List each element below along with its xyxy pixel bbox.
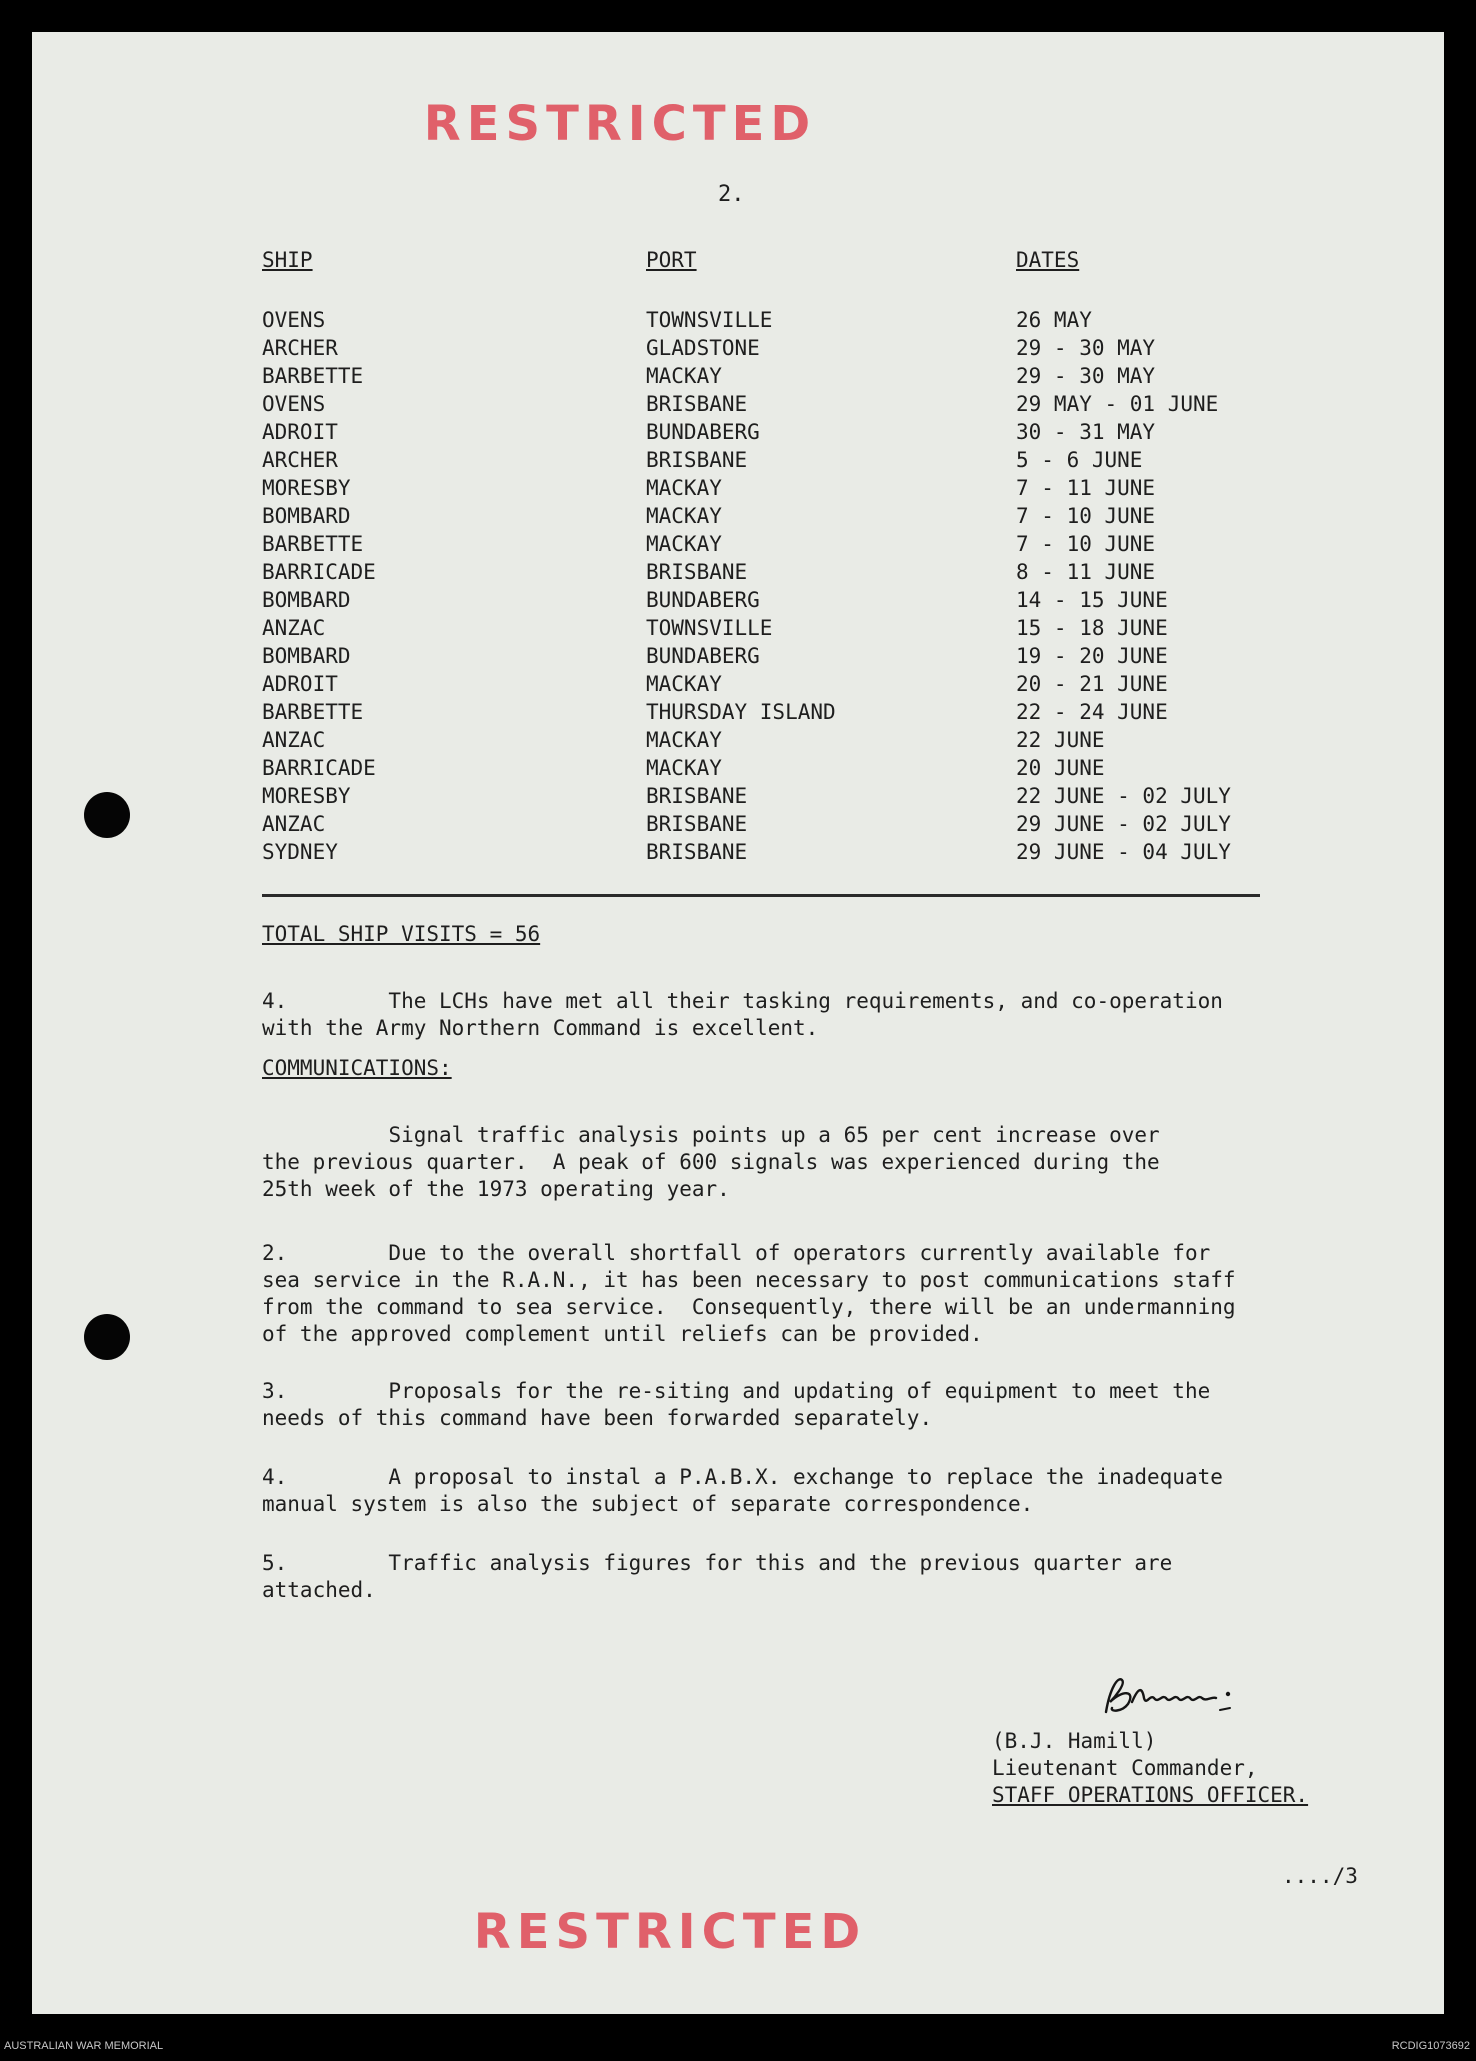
ship-cell: BOMBARD bbox=[262, 588, 351, 612]
ship-cell: MORESBY bbox=[262, 784, 351, 808]
dates-cell: 20 JUNE bbox=[1016, 756, 1105, 780]
table-header-port: PORT bbox=[646, 248, 697, 272]
table-row bbox=[32, 784, 1444, 812]
table-row bbox=[32, 700, 1444, 728]
dates-cell: 29 - 30 MAY bbox=[1016, 364, 1156, 388]
ship-cell: BARBETTE bbox=[262, 700, 364, 724]
port-cell: BRISBANE bbox=[646, 448, 748, 472]
dates-cell: 22 JUNE - 02 JULY bbox=[1016, 784, 1231, 808]
dates-cell: 22 JUNE bbox=[1016, 728, 1105, 752]
ship-cell: OVENS bbox=[262, 308, 326, 332]
table-row bbox=[32, 672, 1444, 700]
port-cell: BUNDABERG bbox=[646, 644, 760, 668]
table-header-ship: SHIP bbox=[262, 248, 313, 272]
dates-cell: 20 - 21 JUNE bbox=[1016, 672, 1168, 696]
dates-cell: 7 - 11 JUNE bbox=[1016, 476, 1156, 500]
port-cell: BRISBANE bbox=[646, 840, 748, 864]
ship-cell: ANZAC bbox=[262, 616, 326, 640]
dates-cell: 15 - 18 JUNE bbox=[1016, 616, 1168, 640]
port-cell: MACKAY bbox=[646, 672, 722, 696]
port-cell: MACKAY bbox=[646, 756, 722, 780]
table-row bbox=[32, 756, 1444, 784]
dates-cell: 29 JUNE - 04 JULY bbox=[1016, 840, 1231, 864]
table-row bbox=[32, 532, 1444, 560]
ship-visits-table bbox=[32, 308, 1444, 868]
ship-cell: BARRICADE bbox=[262, 560, 376, 584]
restricted-stamp-bottom: RESTRICTED bbox=[473, 1904, 867, 1960]
table-header-dates: DATES bbox=[1016, 248, 1080, 272]
port-cell: THURSDAY ISLAND bbox=[646, 700, 836, 724]
dates-cell: 8 - 11 JUNE bbox=[1016, 560, 1156, 584]
footer-archive-label: AUSTRALIAN WAR MEMORIAL bbox=[4, 2040, 164, 2052]
ship-cell: BARBETTE bbox=[262, 364, 364, 388]
paragraph-lch: 4. The LCHs have met all their tasking requirements, and co-operation with the Army Northern Command is excellent. bbox=[262, 989, 1223, 1040]
page-number: 2. bbox=[718, 182, 745, 207]
ship-cell: ANZAC bbox=[262, 812, 326, 836]
ship-cell: ADROIT bbox=[262, 420, 338, 444]
signatory-name: (B.J. Hamill) bbox=[992, 1729, 1157, 1753]
ship-cell: SYDNEY bbox=[262, 840, 338, 864]
port-cell: MACKAY bbox=[646, 532, 722, 556]
communications-paragraph-3: 3. Proposals for the re-siting and updating of equipment to meet the needs of this command have been forwarded separately. bbox=[262, 1379, 1211, 1430]
table-row bbox=[32, 588, 1444, 616]
ship-cell: ADROIT bbox=[262, 672, 338, 696]
table-row bbox=[32, 644, 1444, 672]
dates-cell: 22 - 24 JUNE bbox=[1016, 700, 1168, 724]
port-cell: BRISBANE bbox=[646, 812, 748, 836]
table-row bbox=[32, 448, 1444, 476]
port-cell: BRISBANE bbox=[646, 392, 748, 416]
port-cell: TOWNSVILLE bbox=[646, 308, 773, 332]
ship-cell: BOMBARD bbox=[262, 644, 351, 668]
ship-cell: BOMBARD bbox=[262, 504, 351, 528]
ship-cell: ARCHER bbox=[262, 448, 338, 472]
dates-cell: 29 MAY - 01 JUNE bbox=[1016, 392, 1219, 416]
continuation-mark: ..../3 bbox=[1282, 1864, 1358, 1888]
communications-paragraph-2: 2. Due to the overall shortfall of operators currently available for sea service in the R.A.N., it has been necessary to post communications staff from the command to sea service. Consequently, there will be an undermanning of the approved complement until reliefs can be provided. bbox=[262, 1241, 1236, 1346]
table-row bbox=[32, 560, 1444, 588]
port-cell: MACKAY bbox=[646, 728, 722, 752]
table-row bbox=[32, 476, 1444, 504]
dates-cell: 29 JUNE - 02 JULY bbox=[1016, 812, 1231, 836]
ship-cell: BARBETTE bbox=[262, 532, 364, 556]
dates-cell: 7 - 10 JUNE bbox=[1016, 532, 1156, 556]
table-row bbox=[32, 616, 1444, 644]
communications-paragraph-5: 5. Traffic analysis figures for this and the previous quarter are attached. bbox=[262, 1551, 1173, 1602]
port-cell: MACKAY bbox=[646, 476, 722, 500]
handwritten-signature bbox=[1092, 1668, 1252, 1728]
dates-cell: 19 - 20 JUNE bbox=[1016, 644, 1168, 668]
port-cell: BUNDABERG bbox=[646, 420, 760, 444]
signature-block bbox=[992, 1728, 1308, 1809]
communications-paragraph-1: Signal traffic analysis points up a 65 per cent increase over the previous quarter. A peak of 600 signals was experienced during the 25th week of the 1973 operating year. bbox=[262, 1123, 1160, 1201]
dates-cell: 29 - 30 MAY bbox=[1016, 336, 1156, 360]
total-ship-visits: TOTAL SHIP VISITS = 56 bbox=[262, 922, 541, 946]
punch-hole-lower bbox=[84, 1314, 130, 1360]
table-row bbox=[32, 504, 1444, 532]
communications-paragraph-4: 4. A proposal to instal a P.A.B.X. exchange to replace the inadequate manual system is also the subject of separate correspondence. bbox=[262, 1465, 1223, 1516]
ship-cell: ANZAC bbox=[262, 728, 326, 752]
dates-cell: 5 - 6 JUNE bbox=[1016, 448, 1143, 472]
signatory-rank: Lieutenant Commander, bbox=[992, 1756, 1258, 1780]
punch-hole-upper bbox=[84, 792, 130, 838]
table-row bbox=[32, 420, 1444, 448]
port-cell: GLADSTONE bbox=[646, 336, 760, 360]
signatory-title: STAFF OPERATIONS OFFICER. bbox=[992, 1783, 1309, 1807]
ship-cell: MORESBY bbox=[262, 476, 351, 500]
footer-record-id: RCDIG1073692 bbox=[1391, 2040, 1470, 2052]
port-cell: MACKAY bbox=[646, 364, 722, 388]
ship-cell: OVENS bbox=[262, 392, 326, 416]
port-cell: TOWNSVILLE bbox=[646, 616, 773, 640]
table-row bbox=[32, 840, 1444, 868]
table-row bbox=[32, 812, 1444, 840]
dates-cell: 14 - 15 JUNE bbox=[1016, 588, 1168, 612]
port-cell: BUNDABERG bbox=[646, 588, 760, 612]
table-row bbox=[32, 728, 1444, 756]
ship-cell: BARRICADE bbox=[262, 756, 376, 780]
document-page bbox=[32, 32, 1444, 2014]
dates-cell: 7 - 10 JUNE bbox=[1016, 504, 1156, 528]
restricted-stamp-top: RESTRICTED bbox=[423, 96, 817, 152]
table-row bbox=[32, 308, 1444, 336]
table-row bbox=[32, 392, 1444, 420]
port-cell: BRISBANE bbox=[646, 560, 748, 584]
ship-cell: ARCHER bbox=[262, 336, 338, 360]
port-cell: MACKAY bbox=[646, 504, 722, 528]
port-cell: BRISBANE bbox=[646, 784, 748, 808]
dates-cell: 26 MAY bbox=[1016, 308, 1092, 332]
table-row bbox=[32, 364, 1444, 392]
table-divider bbox=[262, 894, 1260, 897]
communications-heading: COMMUNICATIONS: bbox=[262, 1056, 452, 1080]
table-row bbox=[32, 336, 1444, 364]
dates-cell: 30 - 31 MAY bbox=[1016, 420, 1156, 444]
